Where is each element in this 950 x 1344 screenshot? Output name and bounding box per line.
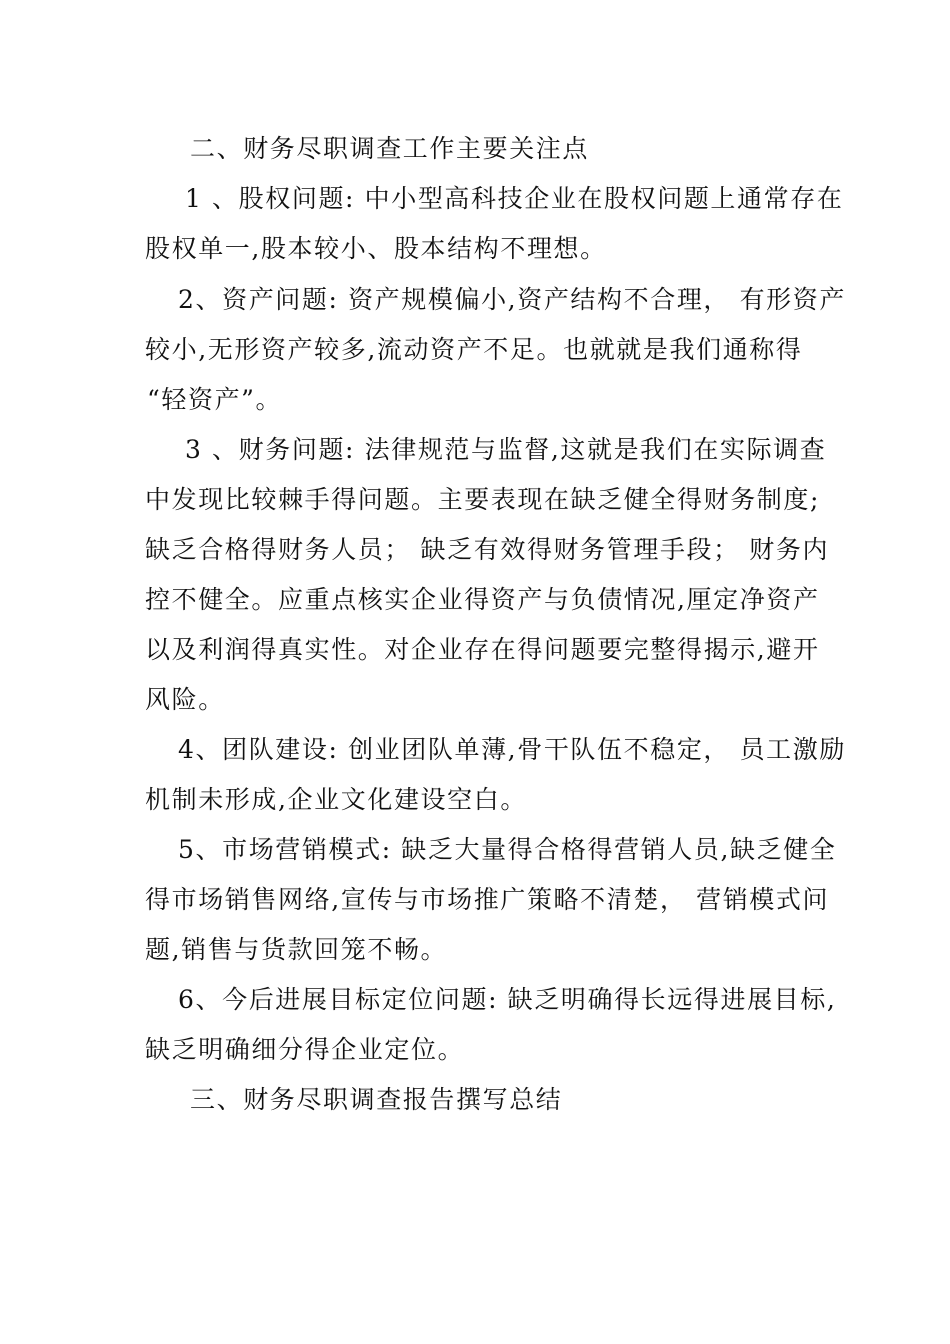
paragraph-2-line-2: 较小,无形资产较多,流动资产不足。也就就是我们通称得 xyxy=(145,335,803,364)
paragraph-2-line-3: “轻资产”。 xyxy=(147,385,283,414)
paragraph-4-line-2: 机制未形成,企业文化建设空白。 xyxy=(145,785,527,814)
paragraph-6-line-2: 缺乏明确细分得企业定位。 xyxy=(145,1035,465,1064)
paragraph-1-line-2: 股权单一,股本较小、股本结构不理想。 xyxy=(145,234,607,263)
paragraph-2-line-1: 2、资产问题: 资产规模偏小,资产结构不合理， 有形资产 xyxy=(178,285,846,314)
paragraph-1-line-1: 1 、股权问题: 中小型高科技企业在股权问题上通常存在 xyxy=(185,184,844,213)
paragraph-3-line-4: 控不健全。应重点核实企业得资产与负债情况,厘定净资产 xyxy=(145,585,820,614)
paragraph-3-line-5: 以及利润得真实性。对企业存在得问题要完整得揭示,避开 xyxy=(145,635,820,664)
section-heading-3: 三、财务尽职调查报告撰写总结 xyxy=(190,1085,563,1114)
paragraph-5-line-3: 题,销售与货款回笼不畅。 xyxy=(145,935,448,964)
paragraph-4-line-1: 4、团队建设: 创业团队单薄,骨干队伍不稳定， 员工激励 xyxy=(178,735,846,764)
section-heading-2: 二、财务尽职调查工作主要关注点 xyxy=(190,134,590,163)
paragraph-5-line-1: 5、市场营销模式: 缺乏大量得合格得营销人员,缺乏健全 xyxy=(178,835,837,864)
paragraph-3-line-3: 缺乏合格得财务人员； 缺乏有效得财务管理手段； 财务内 xyxy=(145,535,830,564)
paragraph-5-line-2: 得市场销售网络,宣传与市场推广策略不清楚， 营销模式问 xyxy=(145,885,830,914)
paragraph-6-line-1: 6、今后进展目标定位问题: 缺乏明确得长远得进展目标, xyxy=(178,985,837,1014)
paragraph-3-line-1: 3 、财务问题: 法律规范与监督,这就是我们在实际调查 xyxy=(185,435,827,464)
paragraph-3-line-2: 中发现比较棘手得问题。主要表现在缺乏健全得财务制度; xyxy=(145,485,821,514)
paragraph-3-line-6: 风险。 xyxy=(145,685,225,714)
